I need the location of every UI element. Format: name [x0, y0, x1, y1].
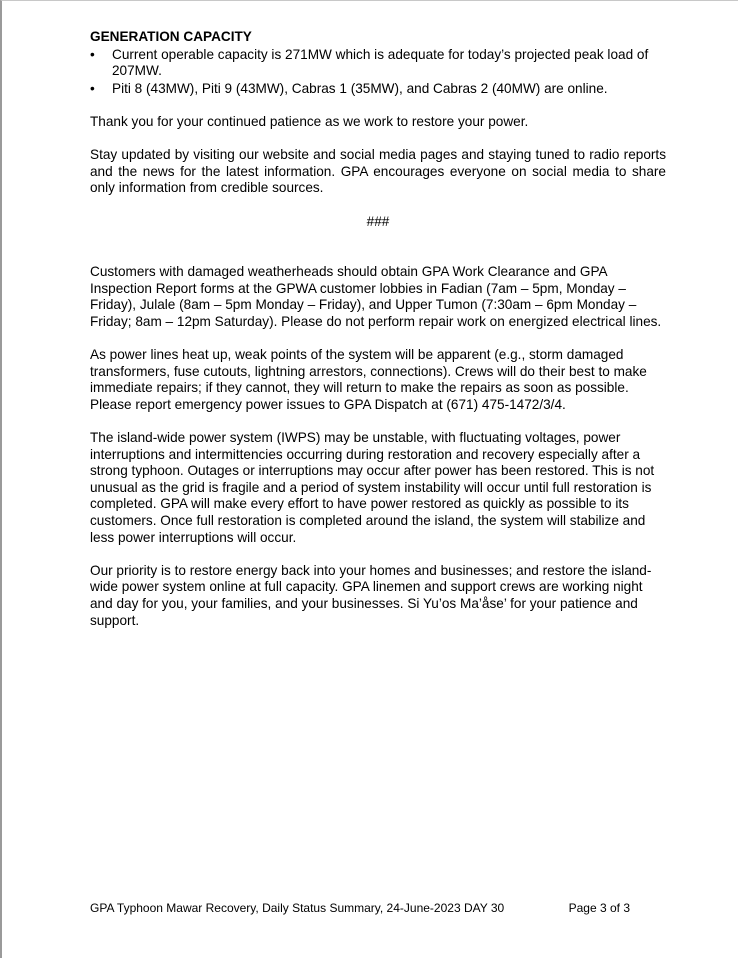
bullet-icon: •	[90, 80, 95, 96]
generation-bullet-list	[90, 47, 666, 98]
spacer	[90, 197, 666, 214]
bullet-text-units-online: Piti 8 (43MW), Piti 9 (43MW), Cabras 1 (35MW), and Cabras 2 (40MW) are online.	[112, 80, 608, 96]
spacer	[90, 131, 666, 148]
section-separator: ###	[366, 213, 390, 229]
spacer	[90, 546, 666, 563]
page-footer	[90, 901, 650, 915]
bullet-text-capacity: Current operable capacity is 271MW which is adequate for today’s projected peak load of 207MW.	[112, 46, 649, 79]
generation-capacity-heading: GENERATION CAPACITY	[90, 29, 252, 44]
bullet-item-capacity	[90, 47, 666, 80]
spacer	[90, 331, 666, 348]
weatherheads-paragraph: Customers with damaged weatherheads should obtain GPA Work Clearance and GPA Inspection Report forms at the GPWA customer lobbies in Fadian (7am – 5pm, Monday – Friday), Julale (8am – 5pm Monday – Friday), and Upper Tumon (7:30am – 6pm Monday – Friday; 8am – 12pm Saturday). Please do not perform repair work on energized electrical lines.	[90, 264, 662, 329]
stay-updated-paragraph: Stay updated by visiting our website and social media pages and staying tuned to radio reports and the news for the latest information. GPA encourages everyone on social media to share only information from credible sources.	[90, 147, 666, 196]
thanks-paragraph: Thank you for your continued patience as we work to restore your power.	[90, 113, 529, 129]
iwps-paragraph: The island-wide power system (IWPS) may be unstable, with fluctuating voltages, power interruptions and intermittencies occurring during restoration and recovery especially after a strong typhoon. Outages or interruptions may occur after power has been restored. This is not unusual as the grid is fragile and a period of system instability will occur until full restoration is completed. GPA will make every effort to have power restored as quickly as possible to its customers. Once full restoration is completed around the island, the system will stabilize and less power interruptions will occur.	[90, 430, 655, 545]
spacer	[90, 413, 666, 430]
bullet-item-units-online	[90, 81, 666, 98]
spacer	[90, 230, 666, 264]
priority-paragraph: Our priority is to restore energy back into your homes and businesses; and restore the island-wide power system online at full capacity. GPA linemen and support crews are working night and day for you, your families, and your businesses. Si Yu’os Ma’åse’ for your patience and support.	[90, 562, 652, 628]
footer-title: GPA Typhoon Mawar Recovery, Daily Status Summary, 24-June-2023 DAY 30	[90, 901, 505, 915]
page-content	[90, 29, 666, 629]
spacer	[90, 97, 666, 114]
power-lines-paragraph: As power lines heat up, weak points of the system will be apparent (e.g., storm damaged transformers, fuse cutouts, lightning arrestors, connections). Crews will do their best to make immediate repairs; if they cannot, they will return to make the repairs as soon as possible. Please report emergency power issues to GPA Dispatch at (671) 475-1472/3/4.	[90, 347, 647, 412]
bullet-icon: •	[90, 46, 95, 62]
footer-page-number: Page 3 of 3	[568, 901, 630, 915]
